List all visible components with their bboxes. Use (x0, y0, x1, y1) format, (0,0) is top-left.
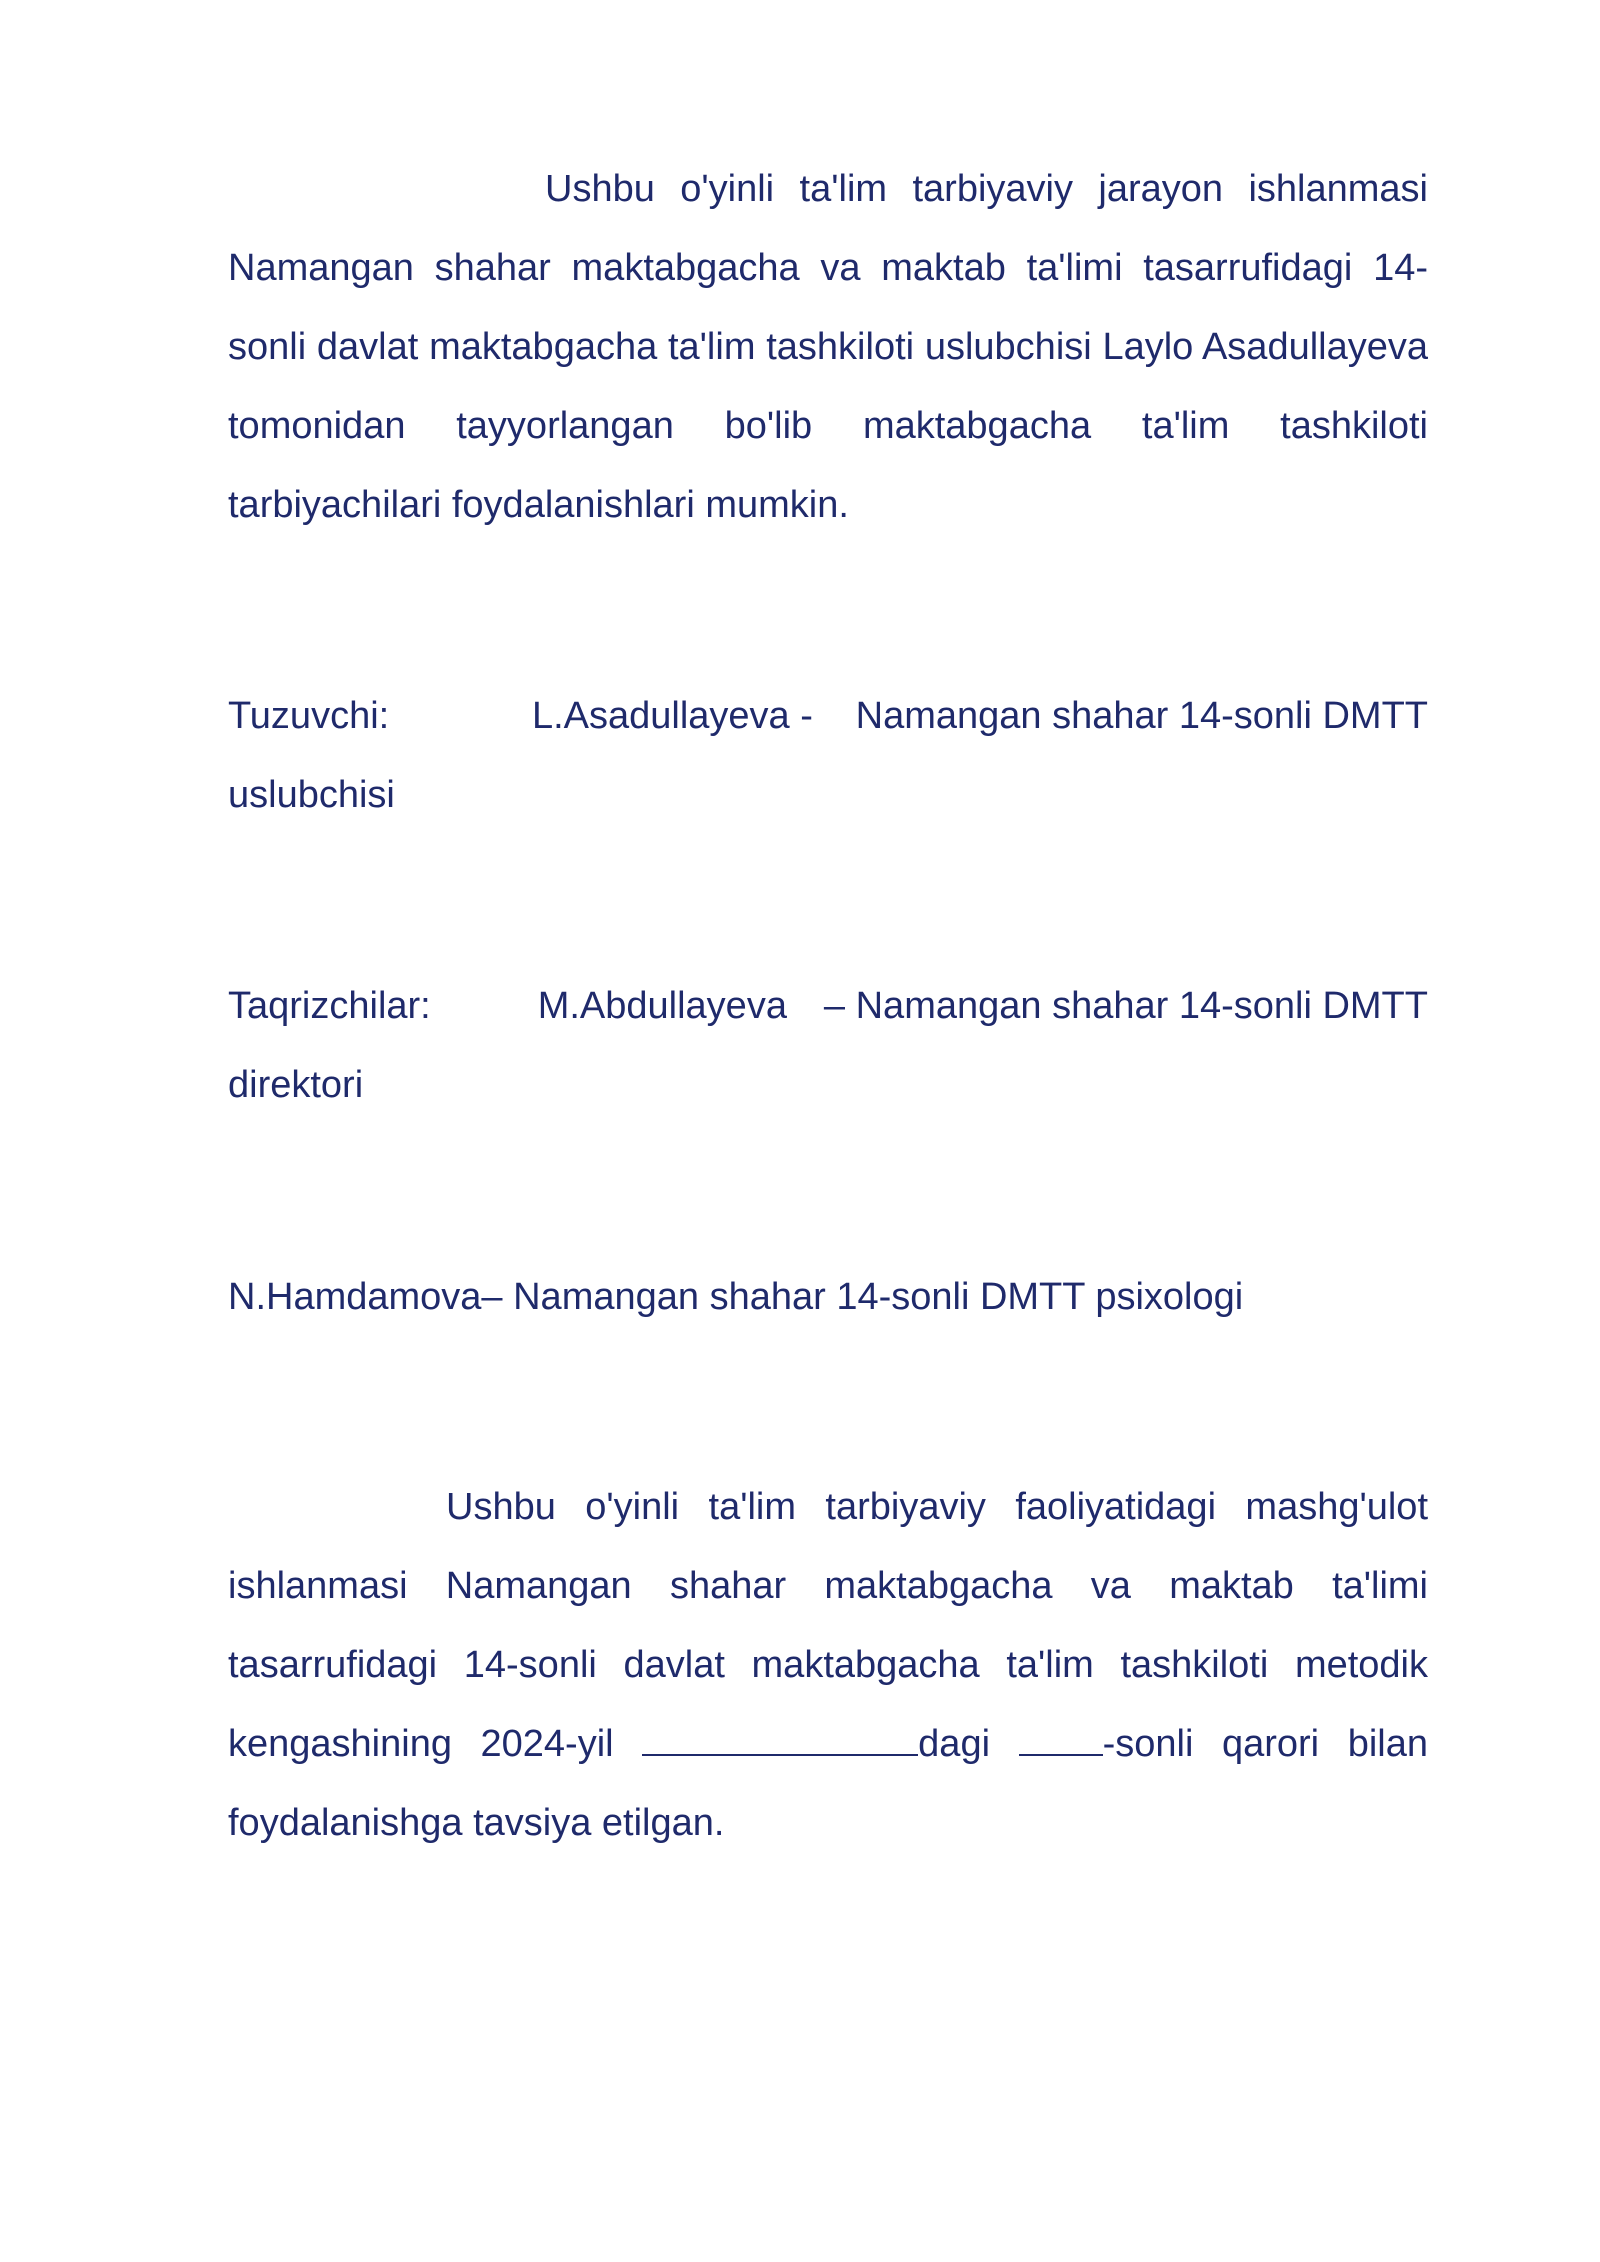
reviewer-1-role: – Namangan shahar 14-sonli DMTT (823, 985, 1428, 1027)
intro-paragraph (228, 150, 1428, 545)
number-blank (1019, 1724, 1103, 1756)
reviewer-2 (228, 1258, 1428, 1337)
reviewers-label: Taqrizchilar: (228, 985, 431, 1027)
date-blank (642, 1724, 918, 1756)
reviewer-1-name: M.Abdullayeva (537, 985, 787, 1027)
reviewer-1-role-continuation: direktori (228, 1064, 364, 1106)
compiler-role: Namangan shahar 14-sonli DMTT (855, 695, 1428, 737)
intro-text: Ushbu o'yinli ta'lim tarbiyaviy jarayon ishlanmasi Namangan shahar maktabgacha va maktab ta'limi tasarrufidagi 14-sonli davlat maktabgacha ta'lim tashkiloti uslubchisi Laylo Asadullayeva tomonidan tayyorlangan bo'lib maktabgacha ta'lim tashkiloti tarbiyachilari foydalanishlari mumkin. (228, 168, 1428, 526)
compiler-role-continuation: uslubchisi (228, 774, 395, 816)
approval-text-1: Ushbu o'yinli ta'lim tarbiyaviy faoliyatidagi mashg'ulot ishlanmasi Namangan shahar maktabgacha va maktab ta'limi tasarrufidagi 14-sonli davlat maktabgacha ta'lim tashkiloti metodik kengashining 2024-yil (228, 1486, 1428, 1765)
compiler-line (228, 677, 1428, 756)
reviewer-line (228, 967, 1428, 1046)
approval-text-2: dagi (918, 1723, 1019, 1765)
approval-text-3: -sonli qarori bilan foydalanishga tavsiya etilgan. (228, 1723, 1428, 1844)
compiler-label: Tuzuvchi: (228, 695, 390, 737)
approval-paragraph (228, 1468, 1428, 1863)
compiler-section (228, 677, 1428, 835)
compiler-name: L.Asadullayeva - (531, 695, 813, 737)
reviewer-2-text: N.Hamdamova– Namangan shahar 14-sonli DMTT psixologi (228, 1276, 1244, 1318)
reviewers-section (228, 967, 1428, 1125)
